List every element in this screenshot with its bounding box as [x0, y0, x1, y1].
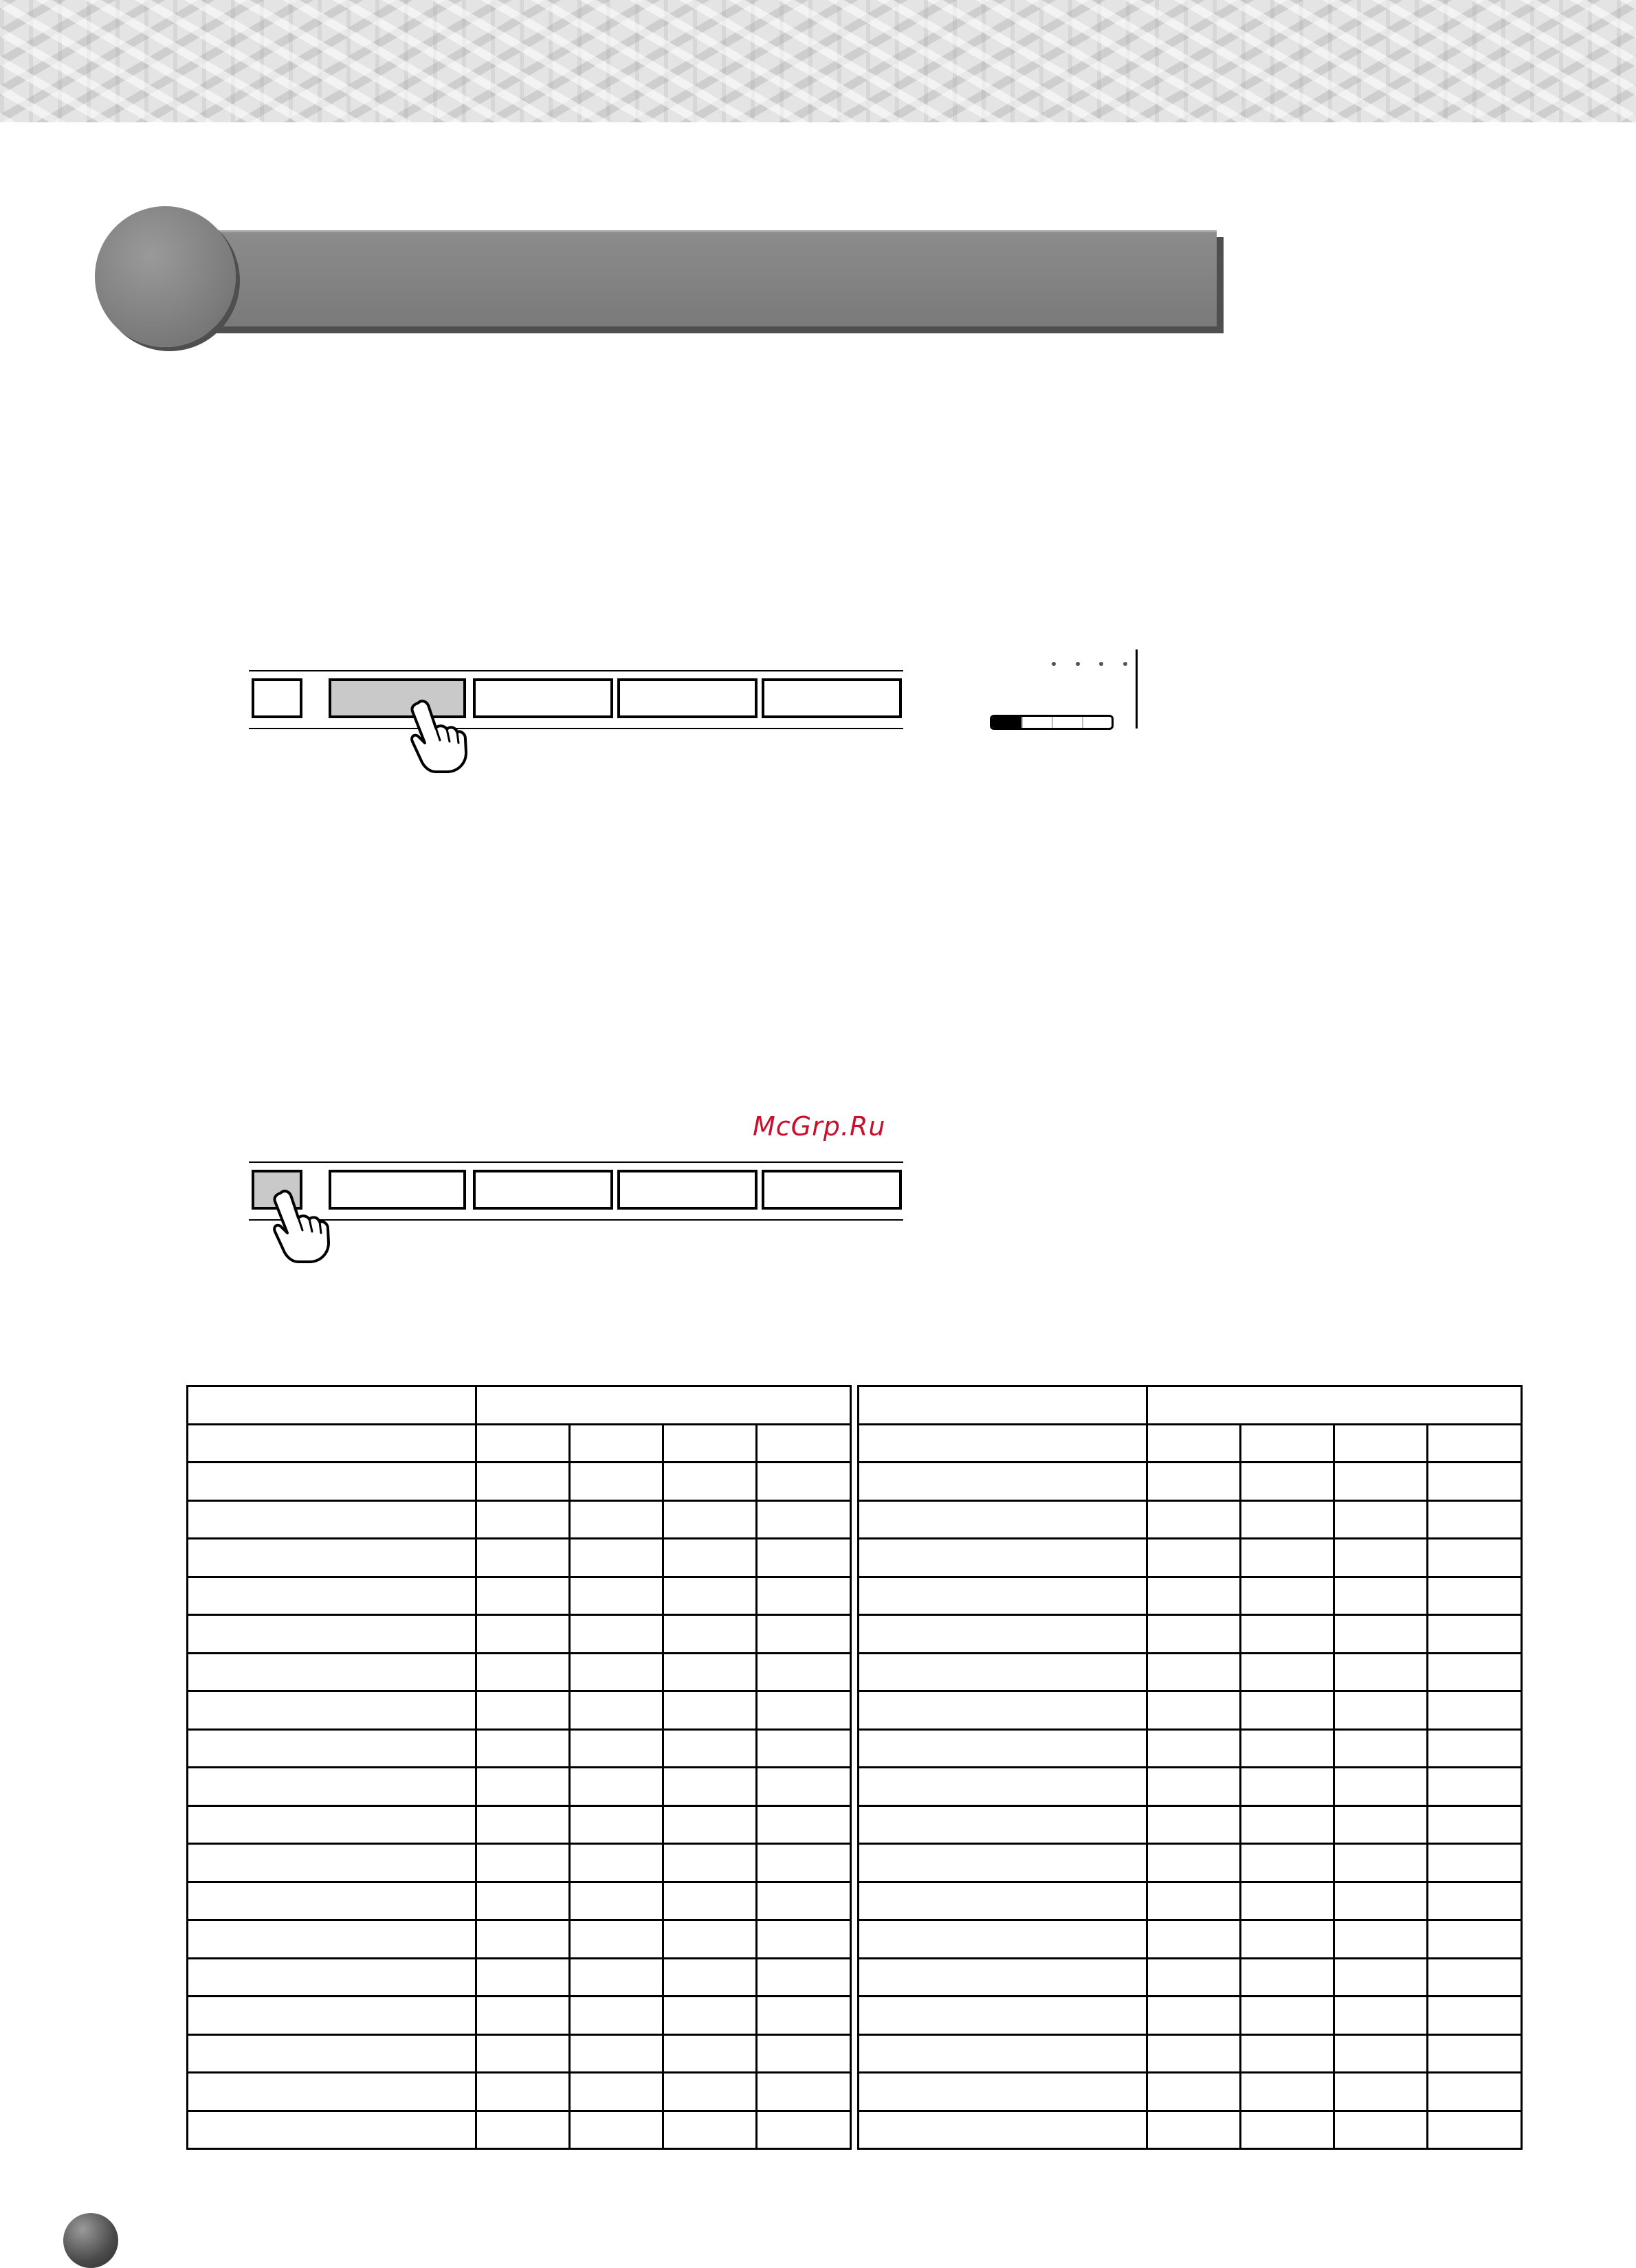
table-cell	[570, 2073, 663, 2111]
table-row	[859, 1768, 1522, 1806]
table-cell	[1147, 1844, 1241, 1882]
table-cell	[859, 1577, 1147, 1615]
table-cell	[1147, 1615, 1241, 1654]
table-cell	[1428, 1500, 1522, 1539]
table-cell	[757, 1577, 851, 1615]
panel-button-2[interactable]	[473, 678, 613, 718]
table-cell	[570, 1882, 663, 1920]
table-row	[188, 1424, 851, 1463]
panel-button-1[interactable]	[329, 1170, 466, 1210]
table-cell	[188, 1615, 476, 1654]
table-cell	[1428, 1463, 1522, 1501]
table-cell	[1428, 1844, 1522, 1882]
table-row	[188, 1768, 851, 1806]
table-cell	[1147, 1500, 1241, 1539]
table-row	[188, 1386, 851, 1425]
table-cell	[859, 1691, 1147, 1730]
table-cell	[1428, 1920, 1522, 1959]
table-cell	[1334, 1463, 1428, 1501]
panel-button-3[interactable]	[617, 1170, 758, 1210]
table-row	[188, 1500, 851, 1539]
panel-small-button[interactable]	[252, 678, 302, 718]
table-cell	[476, 2111, 570, 2149]
table-cell	[1147, 1577, 1241, 1615]
table-cell	[188, 2073, 476, 2111]
table-cell	[1241, 1653, 1334, 1691]
table-cell	[663, 1500, 757, 1539]
table-cell	[570, 2034, 663, 2073]
table-row	[188, 2034, 851, 2073]
table-cell	[1428, 1577, 1522, 1615]
indicator-divider	[1136, 649, 1138, 729]
table-cell	[188, 1577, 476, 1615]
table-row	[188, 1844, 851, 1882]
table-row	[859, 2073, 1522, 2111]
table-cell	[1334, 1958, 1428, 1997]
table-cell	[188, 1539, 476, 1577]
table-cell	[1334, 2073, 1428, 2111]
table-cell	[859, 1500, 1147, 1539]
table-cell	[757, 2034, 851, 2073]
table-cell	[859, 2073, 1147, 2111]
table-cell	[476, 1882, 570, 1920]
table-cell	[1147, 1424, 1241, 1463]
table-cell	[859, 1844, 1147, 1882]
table-cell	[570, 1691, 663, 1730]
table-cell	[1334, 1424, 1428, 1463]
table-cell	[570, 1920, 663, 1959]
table-cell	[859, 1653, 1147, 1691]
table-row	[859, 1920, 1522, 1959]
table-cell	[1428, 1424, 1522, 1463]
table-cell	[757, 1615, 851, 1654]
table-cell	[188, 1882, 476, 1920]
table-row	[859, 1653, 1522, 1691]
panel-rule-top	[249, 1161, 903, 1163]
panel-button-3[interactable]	[617, 678, 758, 718]
table-row	[188, 1805, 851, 1844]
button-panel-2	[249, 1161, 903, 1221]
table-cell	[757, 1958, 851, 1997]
table-cell	[570, 1577, 663, 1615]
table-row	[188, 2073, 851, 2111]
table-row	[859, 1882, 1522, 1920]
table-cell	[859, 1882, 1147, 1920]
table-row	[859, 1386, 1522, 1425]
table-cell	[188, 1691, 476, 1730]
table-row	[188, 1615, 851, 1654]
table-cell	[859, 1615, 1147, 1654]
table-cell	[1241, 1463, 1334, 1501]
table-cell	[859, 1729, 1147, 1768]
table-cell	[476, 1958, 570, 1997]
table-row	[859, 1691, 1522, 1730]
panel-button-4[interactable]	[762, 678, 902, 718]
button-panel-1	[249, 670, 903, 729]
table-cell	[188, 2111, 476, 2149]
table-cell	[1147, 1653, 1241, 1691]
table-header-group-cell	[476, 1386, 851, 1425]
panel-rule-bottom	[249, 1219, 903, 1221]
table-cell	[663, 1615, 757, 1654]
table-cell	[1334, 1844, 1428, 1882]
pointing-hand-icon	[406, 698, 467, 773]
table-cell	[1241, 1844, 1334, 1882]
table-cell	[1241, 1500, 1334, 1539]
table-cell	[1147, 1920, 1241, 1959]
table-row	[188, 1539, 851, 1577]
table-cell	[476, 1997, 570, 2035]
table-cell	[1241, 1691, 1334, 1730]
table-cell	[1334, 1920, 1428, 1959]
table-cell	[663, 2111, 757, 2149]
table-cell	[1428, 1997, 1522, 2035]
header-pattern-band	[0, 0, 1636, 122]
table-cell	[570, 1958, 663, 1997]
table-row	[859, 1997, 1522, 2035]
table-cell	[1428, 1615, 1522, 1654]
table-cell	[663, 1844, 757, 1882]
table-cell	[663, 1768, 757, 1806]
table-cell	[859, 2111, 1147, 2149]
table-cell	[663, 1729, 757, 1768]
level-indicator	[983, 649, 1148, 732]
table-cell	[1334, 1882, 1428, 1920]
table-cell	[859, 2034, 1147, 2073]
table-cell	[859, 1424, 1147, 1463]
table-cell	[1428, 1768, 1522, 1806]
table-cell	[1334, 1805, 1428, 1844]
data-table-right	[857, 1385, 1523, 2150]
panel-button-4[interactable]	[762, 1170, 902, 1210]
table-row	[188, 2111, 851, 2149]
table-cell	[188, 1500, 476, 1539]
table-cell	[188, 1768, 476, 1806]
table-cell	[476, 1577, 570, 1615]
table-cell	[1241, 1997, 1334, 2035]
table-cell	[1428, 1691, 1522, 1730]
table-cell	[1241, 1577, 1334, 1615]
table-cell	[476, 1768, 570, 1806]
table-cell	[188, 1844, 476, 1882]
table-cell	[1147, 1958, 1241, 1997]
table-cell	[757, 1653, 851, 1691]
table-cell	[188, 1920, 476, 1959]
table-cell	[757, 1691, 851, 1730]
table-cell	[1428, 2111, 1522, 2149]
table-header-group-cell	[1147, 1386, 1522, 1425]
table-cell	[1241, 2034, 1334, 2073]
table-cell	[1241, 1424, 1334, 1463]
table-row	[859, 1615, 1522, 1654]
table-cell	[757, 2073, 851, 2111]
table-cell	[757, 1424, 851, 1463]
table-row	[859, 1729, 1522, 1768]
table-row	[188, 1997, 851, 2035]
table-cell	[1147, 2034, 1241, 2073]
table-cell	[1241, 1768, 1334, 1806]
indicator-dots	[1052, 662, 1127, 666]
table-cell	[1428, 1805, 1522, 1844]
table-cell	[1428, 1539, 1522, 1577]
table-cell	[1147, 2111, 1241, 2149]
watermark: McGrp.Ru	[753, 1111, 886, 1142]
table-cell	[1241, 1805, 1334, 1844]
table-cell	[188, 1997, 476, 2035]
table-row	[859, 1577, 1522, 1615]
table-cell	[476, 1500, 570, 1539]
table-cell	[859, 1997, 1147, 2035]
table-cell	[859, 1768, 1147, 1806]
table-cell	[757, 1539, 851, 1577]
pointing-hand-icon	[268, 1188, 330, 1263]
table-cell	[570, 1997, 663, 2035]
table-cell	[476, 1539, 570, 1577]
table-cell	[663, 1958, 757, 1997]
table-row	[859, 1844, 1522, 1882]
table-cell	[859, 1463, 1147, 1501]
section-title-bar	[95, 206, 1229, 354]
table-cell	[663, 1920, 757, 1959]
table-row	[188, 1577, 851, 1615]
table-cell	[570, 1729, 663, 1768]
table-cell	[1241, 1958, 1334, 1997]
table-cell	[476, 1424, 570, 1463]
table-row	[859, 1463, 1522, 1501]
table-cell	[570, 1653, 663, 1691]
table-cell	[570, 1463, 663, 1501]
panel-rule-bottom	[249, 728, 903, 729]
table-cell	[476, 1615, 570, 1654]
table-cell	[188, 1653, 476, 1691]
table-cell	[570, 1805, 663, 1844]
table-row	[188, 1920, 851, 1959]
table-cell	[1334, 1615, 1428, 1654]
table-cell	[663, 2034, 757, 2073]
table-cell	[1147, 1463, 1241, 1501]
table-cell	[1241, 1539, 1334, 1577]
table-cell	[570, 1615, 663, 1654]
table-cell	[188, 1805, 476, 1844]
data-table-left	[186, 1385, 852, 2150]
table-cell	[188, 1463, 476, 1501]
table-cell	[1147, 1691, 1241, 1730]
table-row	[859, 2034, 1522, 2073]
table-header-cell	[859, 1386, 1147, 1425]
table-cell	[1147, 1882, 1241, 1920]
table-row	[188, 1653, 851, 1691]
table-cell	[570, 1844, 663, 1882]
table-cell	[1241, 1729, 1334, 1768]
table-cell	[1428, 1729, 1522, 1768]
table-cell	[1334, 1577, 1428, 1615]
table-cell	[757, 1768, 851, 1806]
table-cell	[1241, 1615, 1334, 1654]
title-bar-circle	[95, 206, 236, 347]
table-cell	[757, 1463, 851, 1501]
table-cell	[859, 1805, 1147, 1844]
table-cell	[1428, 2034, 1522, 2073]
table-cell	[1428, 2073, 1522, 2111]
page-number-circle	[63, 2213, 118, 2268]
table-cell	[757, 1920, 851, 1959]
table-cell	[476, 2073, 570, 2111]
table-row	[859, 1805, 1522, 1844]
table-cell	[663, 1463, 757, 1501]
table-cell	[476, 1805, 570, 1844]
table-cell	[1334, 2111, 1428, 2149]
table-cell	[1334, 1729, 1428, 1768]
table-row	[859, 2111, 1522, 2149]
table-cell	[188, 1729, 476, 1768]
table-cell	[757, 2111, 851, 2149]
table-cell	[757, 1805, 851, 1844]
table-cell	[663, 1653, 757, 1691]
table-cell	[1428, 1653, 1522, 1691]
table-cell	[570, 1768, 663, 1806]
table-cell	[570, 1500, 663, 1539]
table-cell	[476, 1844, 570, 1882]
table-cell	[570, 1539, 663, 1577]
table-cell	[859, 1920, 1147, 1959]
table-cell	[476, 1463, 570, 1501]
table-cell	[1334, 2034, 1428, 2073]
table-cell	[188, 2034, 476, 2073]
table-header-cell	[188, 1386, 476, 1425]
table-cell	[1334, 1500, 1428, 1539]
table-cell	[1334, 1997, 1428, 2035]
table-cell	[476, 2034, 570, 2073]
table-cell	[1334, 1768, 1428, 1806]
panel-rule-top	[249, 670, 903, 671]
table-row	[859, 1424, 1522, 1463]
table-cell	[663, 1691, 757, 1730]
table-cell	[1147, 1768, 1241, 1806]
table-row	[859, 1539, 1522, 1577]
table-cell	[1334, 1691, 1428, 1730]
table-cell	[1241, 1920, 1334, 1959]
table-cell	[1147, 1539, 1241, 1577]
title-bar-body	[172, 230, 1217, 326]
table-cell	[476, 1920, 570, 1959]
table-cell	[757, 1882, 851, 1920]
panel-button-2[interactable]	[473, 1170, 613, 1210]
table-cell	[663, 1805, 757, 1844]
table-cell	[570, 2111, 663, 2149]
table-cell	[859, 1958, 1147, 1997]
table-cell	[1241, 2111, 1334, 2149]
table-cell	[570, 1424, 663, 1463]
table-cell	[1241, 2073, 1334, 2111]
table-cell	[476, 1729, 570, 1768]
table-cell	[1334, 1539, 1428, 1577]
table-cell	[663, 1997, 757, 2035]
table-cell	[663, 1539, 757, 1577]
level-meter	[990, 715, 1114, 730]
table-row	[859, 1500, 1522, 1539]
table-cell	[188, 1424, 476, 1463]
table-cell	[757, 1500, 851, 1539]
table-cell	[757, 1729, 851, 1768]
table-row	[859, 1958, 1522, 1997]
table-cell	[1147, 1729, 1241, 1768]
table-cell	[757, 1844, 851, 1882]
table-cell	[663, 1424, 757, 1463]
table-row	[188, 1729, 851, 1768]
table-cell	[1147, 2073, 1241, 2111]
table-row	[188, 1691, 851, 1730]
table-cell	[476, 1653, 570, 1691]
table-cell	[663, 2073, 757, 2111]
table-cell	[1428, 1882, 1522, 1920]
table-cell	[1334, 1653, 1428, 1691]
table-cell	[757, 1997, 851, 2035]
table-cell	[859, 1539, 1147, 1577]
table-cell	[663, 1882, 757, 1920]
table-cell	[1241, 1882, 1334, 1920]
table-cell	[188, 1958, 476, 1997]
table-row	[188, 1958, 851, 1997]
table-cell	[1428, 1958, 1522, 1997]
table-cell	[476, 1691, 570, 1730]
table-row	[188, 1463, 851, 1501]
table-cell	[663, 1577, 757, 1615]
table-row	[188, 1882, 851, 1920]
table-cell	[1147, 1805, 1241, 1844]
table-cell	[1147, 1997, 1241, 2035]
